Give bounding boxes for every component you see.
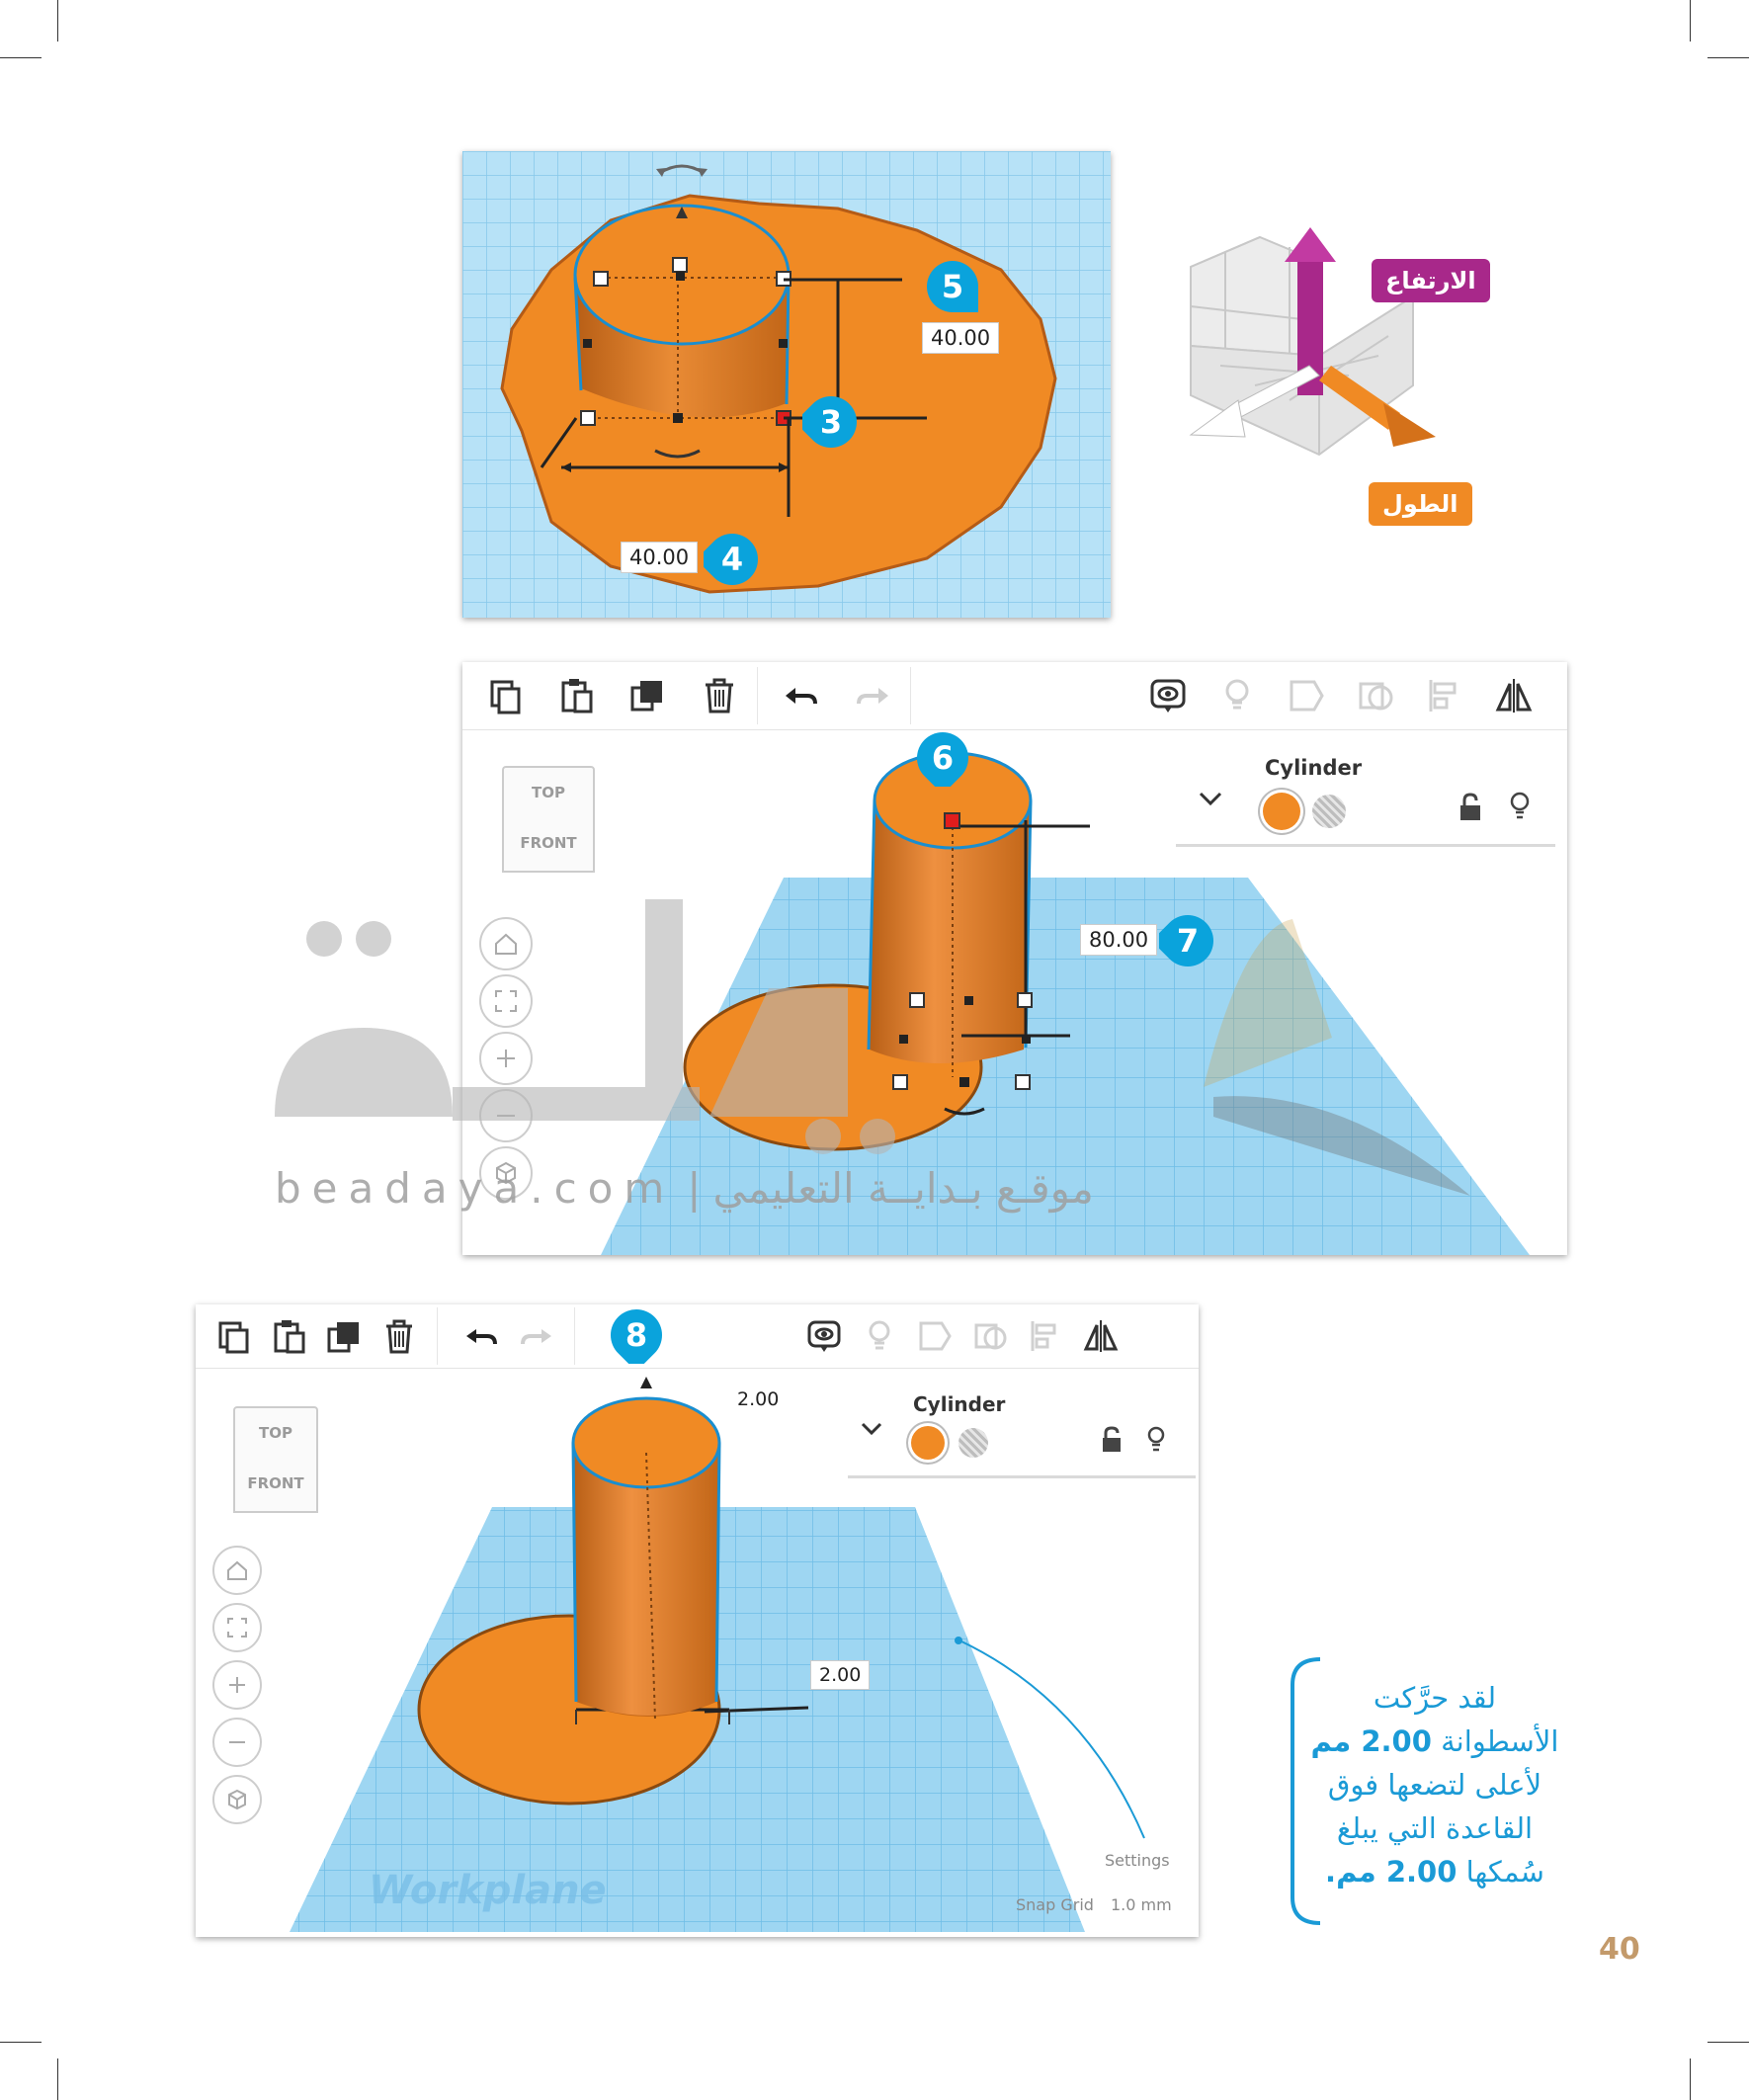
delete-button[interactable]	[372, 1308, 427, 1364]
redo-icon	[853, 676, 892, 715]
undo-button[interactable]	[774, 668, 829, 723]
mirror-icon	[1082, 1317, 1120, 1355]
watermark-latin: beadaya.com	[275, 1164, 676, 1213]
caption-line: القاعدة التي يبلغ	[1336, 1811, 1534, 1845]
step-marker-3: 3	[802, 393, 860, 451]
zoom-out-button[interactable]	[212, 1718, 262, 1767]
group-icon	[1287, 676, 1326, 715]
delete-button[interactable]	[692, 668, 747, 723]
copy-icon	[486, 676, 526, 715]
lightbulb-icon[interactable]	[1144, 1425, 1168, 1455]
shape-name: Cylinder	[1265, 756, 1363, 780]
watermark-separator: |	[687, 1164, 702, 1213]
ungroup-icon	[1356, 676, 1395, 715]
paste-button[interactable]	[549, 668, 605, 723]
caption-line: لأعلى لتضعها فوق	[1327, 1768, 1542, 1802]
duplicate-button[interactable]	[621, 668, 676, 723]
view-cube[interactable]	[502, 766, 595, 877]
copy-button[interactable]	[478, 668, 534, 723]
fit-icon	[225, 1616, 249, 1639]
copy-button[interactable]	[206, 1308, 261, 1364]
group-icon	[916, 1317, 954, 1355]
ungroup-button[interactable]	[962, 1308, 1018, 1364]
view-cube-top[interactable]: TOP	[233, 1406, 318, 1460]
shape-inspector	[1176, 751, 1563, 850]
settings-button[interactable]: Settings	[1105, 1851, 1170, 1870]
undo-button[interactable]	[454, 1308, 509, 1364]
duplicate-icon	[325, 1317, 363, 1355]
ungroup-icon	[971, 1317, 1009, 1355]
solid-color-swatch[interactable]	[911, 1426, 945, 1460]
fit-view-button[interactable]	[212, 1603, 262, 1652]
align-button[interactable]	[1417, 668, 1472, 723]
shape-name: Cylinder	[913, 1392, 1006, 1416]
height-dimension-field[interactable]: 40.00	[922, 322, 999, 354]
watermark-logo	[255, 889, 1490, 1196]
hole-swatch[interactable]	[958, 1428, 988, 1458]
base-thickness-field[interactable]: 2.00	[810, 1660, 870, 1690]
view-cube-front[interactable]: FRONT	[502, 815, 595, 873]
caption-line: لقد حرَّكت	[1373, 1681, 1497, 1715]
note-icon	[1148, 676, 1188, 715]
align-button[interactable]	[1018, 1308, 1073, 1364]
crop-mark	[57, 2058, 58, 2100]
workplane-label: Workplane	[369, 1868, 607, 1913]
align-icon	[1027, 1317, 1064, 1355]
figure1-scene	[462, 151, 1111, 618]
home-icon	[225, 1558, 249, 1582]
length-axis-label: الطول	[1369, 482, 1472, 526]
solid-color-swatch[interactable]	[1263, 793, 1300, 830]
home-view-button[interactable]	[212, 1546, 262, 1595]
minus-icon	[225, 1730, 249, 1754]
caption-text	[1302, 1676, 1567, 1893]
undo-icon	[462, 1317, 500, 1355]
step-marker-6: 6	[914, 729, 971, 787]
snap-grid-select[interactable]: 1.0 mm	[1111, 1895, 1172, 1914]
zoom-in-button[interactable]	[212, 1660, 262, 1710]
crop-mark	[57, 0, 58, 42]
paste-icon	[270, 1317, 307, 1355]
crop-mark	[1707, 57, 1749, 58]
page-number: 40	[1599, 1932, 1640, 1967]
toolbar-right-group	[1126, 668, 1541, 723]
light-button[interactable]	[852, 1308, 907, 1364]
watermark-text	[275, 1164, 1094, 1213]
step-marker-8: 8	[608, 1306, 665, 1364]
chevron-down-icon[interactable]	[860, 1420, 883, 1438]
group-button[interactable]	[1279, 668, 1334, 723]
shape-inspector	[848, 1388, 1196, 1482]
height-axis-label: الارتفاع	[1372, 259, 1490, 302]
step-marker-4: 4	[704, 531, 761, 588]
mirror-button[interactable]	[1073, 1308, 1128, 1364]
watermark-arabic: موقـع بـدايــة التعليمي	[712, 1164, 1094, 1213]
lightbulb-icon[interactable]	[1507, 791, 1533, 822]
copy-icon	[214, 1317, 252, 1355]
redo-icon	[518, 1317, 555, 1355]
lightbulb-icon	[861, 1317, 898, 1355]
redo-button[interactable]	[845, 668, 900, 723]
mirror-button[interactable]	[1486, 668, 1541, 723]
view-cube[interactable]	[233, 1406, 318, 1517]
crop-mark	[0, 57, 42, 58]
hole-swatch[interactable]	[1312, 795, 1346, 828]
duplicate-icon	[628, 676, 668, 715]
redo-button[interactable]	[509, 1308, 564, 1364]
paste-icon	[557, 676, 597, 715]
note-icon	[805, 1317, 843, 1355]
undo-icon	[782, 676, 821, 715]
align-icon	[1425, 676, 1464, 715]
perspective-button[interactable]	[212, 1775, 262, 1824]
caption-line: سُمكها 2.00 مم.	[1325, 1855, 1544, 1889]
cube-icon	[225, 1788, 249, 1811]
step-marker-7: 7	[1159, 912, 1216, 969]
figure3-panel	[196, 1304, 1199, 1937]
crop-mark	[0, 2042, 42, 2043]
step-marker-5: 5	[924, 258, 981, 315]
paste-button[interactable]	[261, 1308, 316, 1364]
notes-button[interactable]	[796, 1308, 852, 1364]
elevation-value[interactable]: 2.00	[737, 1388, 780, 1410]
light-button[interactable]	[1209, 668, 1265, 723]
mirror-icon	[1494, 676, 1534, 715]
trash-icon	[380, 1317, 418, 1355]
crop-mark	[1707, 2042, 1749, 2043]
trash-icon	[700, 676, 739, 715]
crop-mark	[1690, 0, 1691, 42]
crop-mark	[1690, 2058, 1691, 2100]
lock-icon[interactable]	[1458, 793, 1483, 822]
width-dimension-field[interactable]: 40.00	[621, 542, 698, 573]
figure1-panel	[462, 151, 1111, 618]
height-dimension-field[interactable]: 80.00	[1080, 924, 1157, 956]
group-button[interactable]	[907, 1308, 962, 1364]
toolbar-right-group	[796, 1308, 1128, 1364]
ungroup-button[interactable]	[1348, 668, 1403, 723]
snap-grid-label: Snap Grid	[1016, 1895, 1094, 1914]
view-cube-front[interactable]: FRONT	[233, 1456, 318, 1513]
caption-line: الأسطوانة 2.00 مم	[1310, 1724, 1559, 1758]
notes-button[interactable]	[1140, 668, 1196, 723]
duplicate-button[interactable]	[316, 1308, 372, 1364]
view-cube-top[interactable]: TOP	[502, 766, 595, 819]
lock-icon[interactable]	[1100, 1426, 1124, 1454]
plus-icon	[225, 1673, 249, 1697]
chevron-down-icon[interactable]	[1198, 789, 1223, 808]
lightbulb-icon	[1217, 676, 1257, 715]
